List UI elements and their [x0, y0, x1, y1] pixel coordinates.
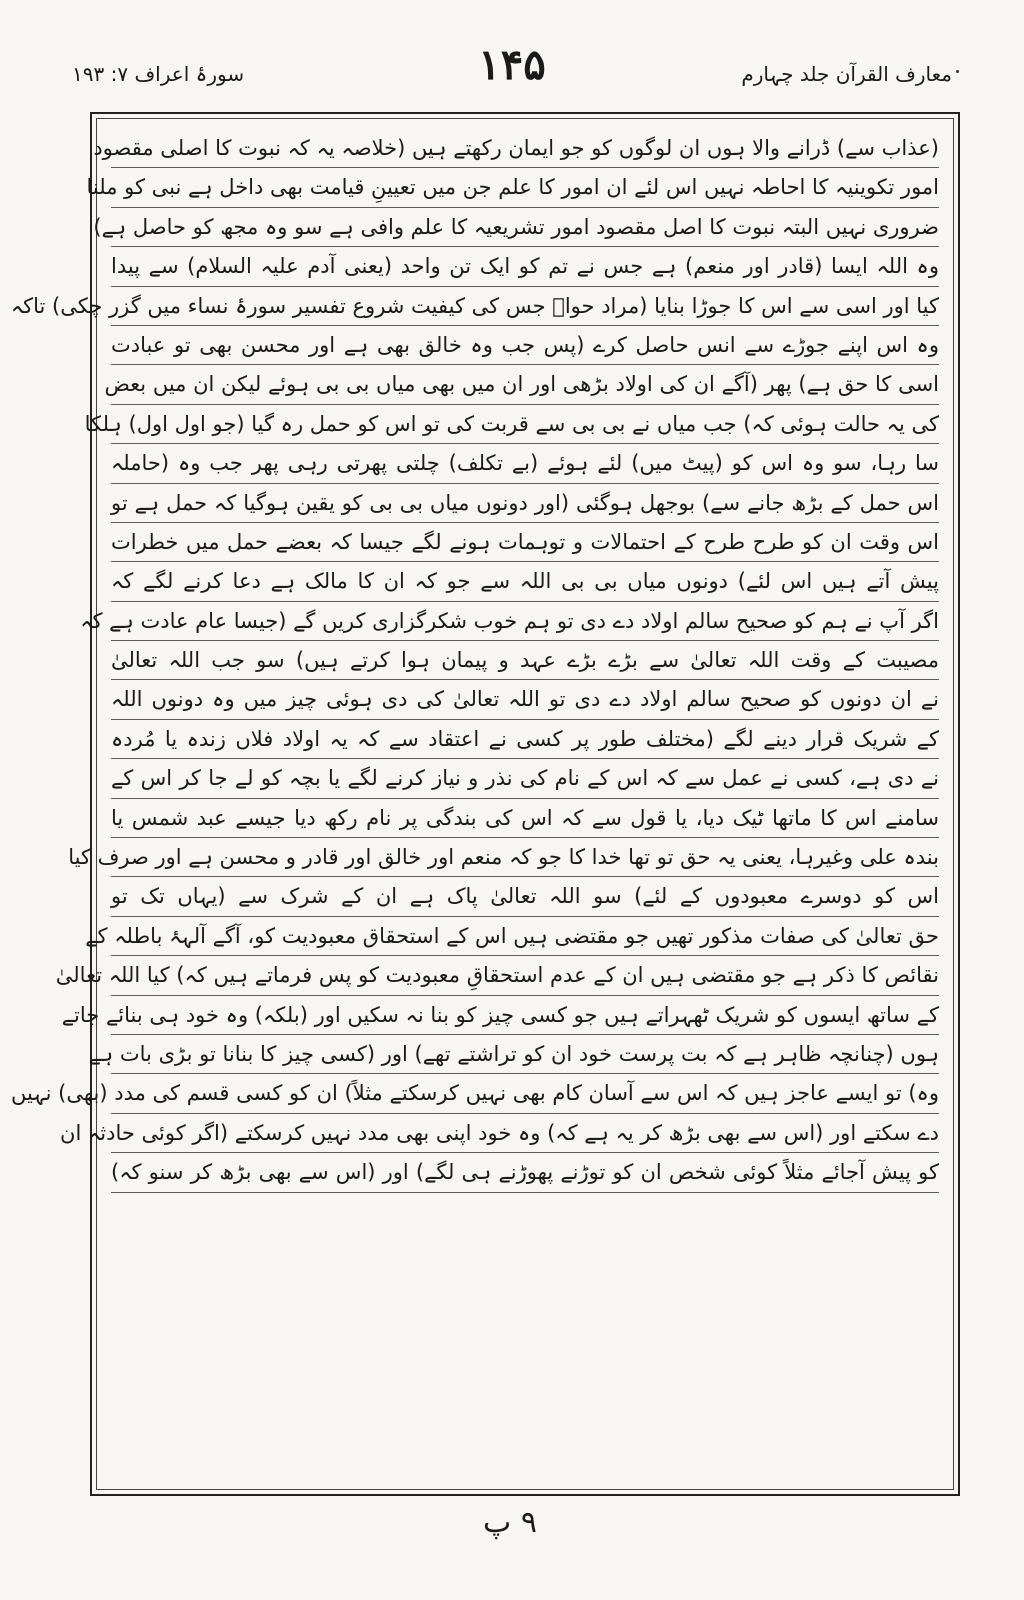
- text-line: نے ان دونوں کو صحیح سالم اولاد دے دی تو اللہ تعالیٰ کی دی ہوئی چیز میں وہ دونوں اللہ: [111, 680, 939, 719]
- text-line: اسی کا حق ہے) پھر (آگے ان کی اولاد بڑھی اور ان میں بھی میاں بی بی ہوئے لیکن ان میں بعض: [111, 365, 939, 404]
- text-line: امور تکوینیہ کا احاطہ نہیں اس لئے ان امور کا علم جن میں تعیینِ قیامت بھی داخل ہے نبی کو ملنا: [111, 168, 939, 207]
- text-line: کے شریک قرار دینے لگے (مختلف طور پر کسی نے اعتقاد سے کہ یہ اولاد فلاں زندہ یا مُردہ: [111, 720, 939, 759]
- text-line: اس وقت ان کو طرح طرح کے احتمالات و توہمات ہونے لگے جیسا کہ بعضے حمل میں خطرات: [111, 523, 939, 562]
- text-line: اگر آپ نے ہم کو صحیح سالم اولاد دے دی تو ہم خوب شکرگزاری کریں گے (جیسا عام عادت ہے کہ: [111, 602, 939, 641]
- text-line: وہ) تو ایسے عاجز ہیں کہ اس سے آسان کام بھی نہیں کرسکتے مثلاً) ان کو کسی قسم کی مدد (بھی) نہیں: [111, 1074, 939, 1113]
- text-line: بندہ علی وغیرہا، یعنی یہ حق تو تھا خدا کا جو کہ منعم اور خالق اور قادر و محسن ہے اور صرف کیا: [111, 838, 939, 877]
- book-title: معارف القرآن جلد چہارم: [741, 62, 952, 86]
- text-frame-inner: [10, 118, 954, 1490]
- text-frame: [10, 112, 960, 1496]
- text-line: دے سکتے اور (اس سے بھی بڑھ کر یہ ہے کہ) وہ خود اپنی بھی مدد نہیں کرسکتے (اگر کوئی حادثہ ان: [111, 1114, 939, 1153]
- text-line: وہ اللہ ایسا (قادر اور منعم) ہے جس نے تم کو ایک تن واحد (یعنی آدم علیہ السلام) سے پیدا: [111, 247, 939, 286]
- text-line: سامنے اس کا ماتھا ٹیک دیا، یا قول سے کہ اس کی بندگی پر نام رکھ دیا جیسے عبد شمس یا: [111, 799, 939, 838]
- text-line: کیا اور اسی سے اس کا جوڑا بنایا (مراد حواؑ جس کی کیفیت شروع تفسیر سورۂ نساء میں گزر چکی) تاکہ: [111, 287, 939, 326]
- text-line: اس حمل کے بڑھ جانے سے) بوجھل ہوگئی (اور دونوں میاں بی بی کو یقین ہوگیا کہ حمل ہے تو: [111, 484, 939, 523]
- page-number: ۱۴۵: [478, 40, 546, 89]
- text-line: وہ اس اپنے جوڑے سے انس حاصل کرے (پس جب وہ خالق بھی ہے اور محسن بھی تو عبادت: [111, 326, 939, 365]
- page-header: [62, 40, 962, 100]
- text-line: نے دی ہے، کسی نے عمل سے کہ اس کے نام کی نذر و نیاز کرنے لگے یا بچہ کو لے جا کر اس کے: [111, 759, 939, 798]
- surah-reference: سورۂ اعراف ۷: ۱۹۳: [72, 62, 245, 86]
- text-line: نقائص کا ذکر ہے جو مقتضی ہیں ان کے عدم استحقاقِ معبودیت کو پس فرماتے ہیں کہ) کیا اللہ تعالیٰ: [111, 956, 939, 995]
- text-line: ضروری نہیں البتہ نبوت کا اصل مقصود امور تشریعیہ کا علم وافی ہے سو وہ مجھ کو حاصل ہے): [111, 208, 939, 247]
- signature-mark: ۹ پ: [483, 1505, 537, 1540]
- text-line: سا رہا، سو وہ اس کو (پیٹ میں) لئے ہوئے (بے تکلف) چلتی پھرتی رہی پھر جب وہ (حاملہ: [111, 444, 939, 483]
- text-line: کے ساتھ ایسوں کو شریک ٹھہراتے ہیں جو کسی چیز کو بنا نہ سکیں اور (بلکہ) وہ خود ہی بنائے جاتے: [111, 996, 939, 1035]
- text-line: حق تعالیٰ کی صفات مذکور تھیں جو مقتضی ہیں اس کے استحقاق معبودیت کو، آگے آلہۂ باطلہ کے: [111, 917, 939, 956]
- text-line: کی یہ حالت ہوئی کہ) جب میاں نے بی بی سے قربت کی تو اس کو حمل رہ گیا (جو اول اول) ہلکا: [111, 405, 939, 444]
- text-line: اس کو دوسرے معبودوں کے لئے) سو اللہ تعالیٰ پاک ہے ان کے شرک سے (یہاں تک تو: [111, 877, 939, 916]
- text-line: مصیبت کے وقت اللہ تعالیٰ سے بڑے بڑے عہد و پیمان ہوا کرتے ہیں) سو جب اللہ تعالیٰ: [111, 641, 939, 680]
- text-line: پیش آتے ہیں اس لئے) دونوں میاں بی بی اللہ سے جو کہ ان کا مالک ہے دعا کرنے لگے کہ: [111, 562, 939, 601]
- body-text: [10, 129, 939, 1193]
- text-line: ہوں (چنانچہ ظاہر ہے کہ بت پرست خود ان کو تراشتے تھے) اور (کسی چیز کا بنانا تو بڑی بات ہے: [111, 1035, 939, 1074]
- text-line: کو پیش آجائے مثلاً کوئی شخص ان کو توڑنے پھوڑنے ہی لگے) اور (اس سے بھی بڑھ کر سنو کہ): [111, 1153, 939, 1192]
- text-line: (عذاب سے) ڈرانے والا ہوں ان لوگوں کو جو ایمان رکھتے ہیں (خلاصہ یہ کہ نبوت کا اصلی مقصود: [111, 129, 939, 168]
